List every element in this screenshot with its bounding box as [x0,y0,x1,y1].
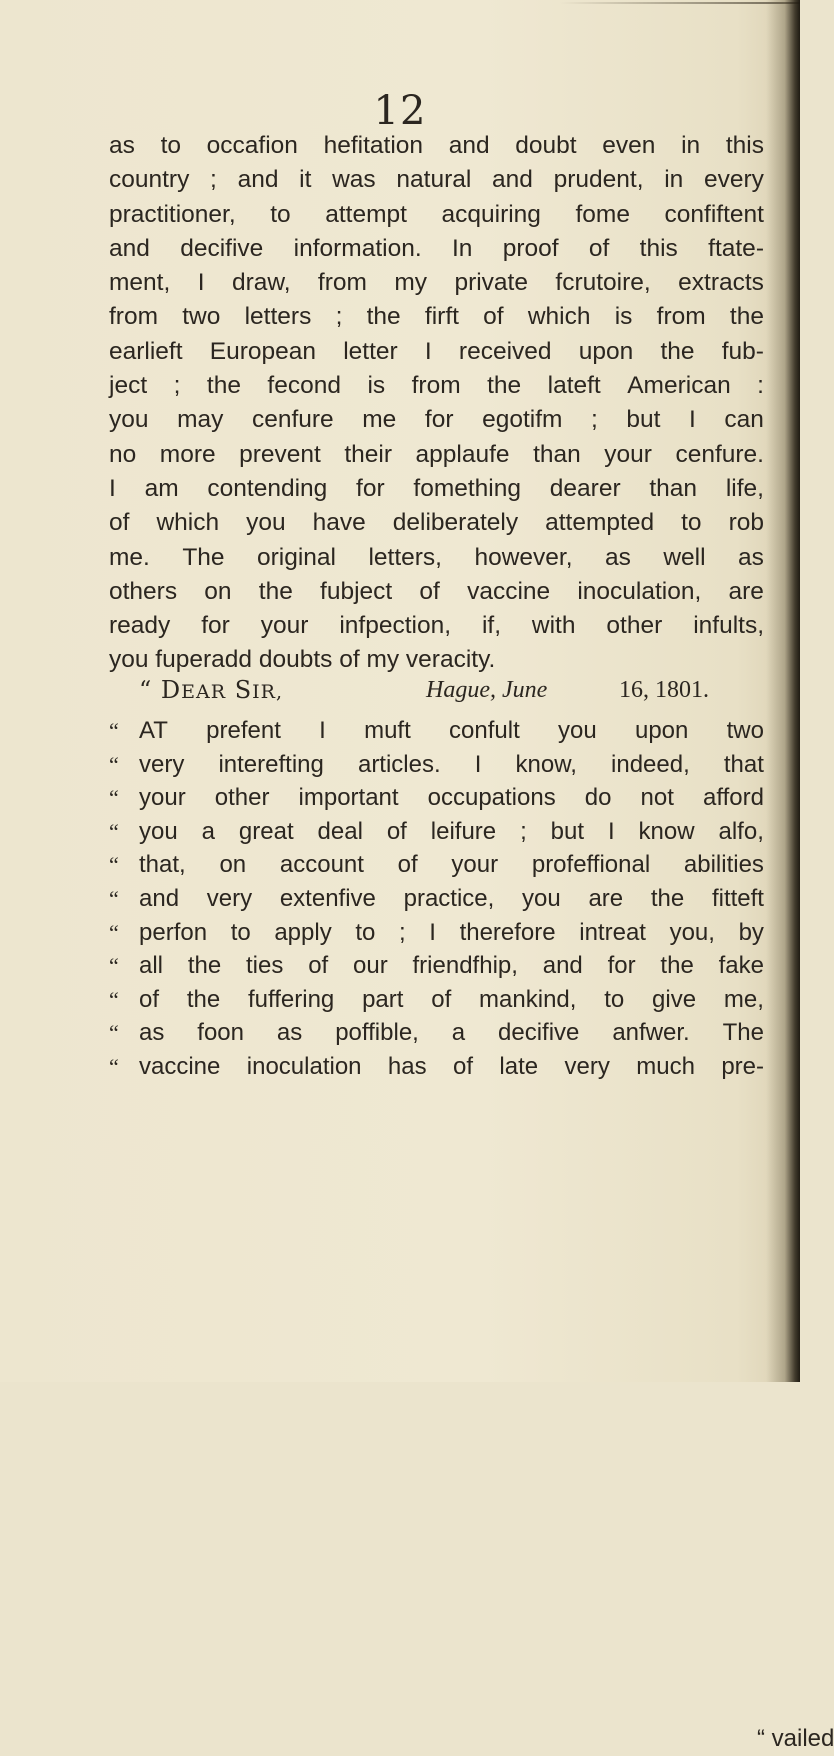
quote-mark: “ [109,751,119,777]
paragraph-line: of which you have deliberately attempted to rob [109,509,764,537]
letter-line [109,882,764,916]
letter-line-text: all the ties of our friendfhip, and for the fake [139,952,764,980]
letter-salutation [139,672,283,710]
letter-line [109,714,764,748]
salutation-quote: “ [139,676,153,704]
binding-shadow [766,0,800,1382]
paragraph-line: ject ; the fecond is from the lateft American : [109,372,764,400]
letter-line [109,1016,764,1050]
letter-date: 16, 1801. [619,677,709,703]
letter-line [109,781,764,815]
letter-place: Hague, June [426,677,548,703]
letter-line-text: perfon to apply to ; I therefore intreat you, by [139,918,764,946]
paragraph-line: from two letters ; the firft of which is from the [109,303,764,331]
letter-line [109,848,764,882]
letter-line-text: of the fuffering part of mankind, to give me, [139,985,764,1013]
paragraph-line: practitioner, to attempt acquiring fome confiftent [109,200,764,228]
letter-line-text: that, on account of your profeffional abilities [139,851,764,879]
paragraph-line: ment, I draw, from my private fcrutoire, extracts [109,269,764,297]
quote-mark: “ [109,919,119,945]
letter-line [109,748,764,782]
salutation-ear: EAR [181,681,227,703]
page-number: 12 [373,88,427,134]
paragraph-line: as to occafion hefitation and doubt even in this [109,132,764,159]
body-paragraph [109,129,764,678]
letter-line [109,916,764,950]
quote-mark: “ [109,885,119,911]
letter-line [109,1084,834,1752]
paragraph-line: you may cenfure me for egotifm ; but I can [109,406,764,434]
paragraph-line: ready for your infpection, if, with other infults, [109,612,764,640]
letter-line-text: you a great deal of leifure ; but I know alfo, [139,817,764,845]
quote-mark: “ [109,1053,119,1079]
paragraph-line: I am contending for fomething dearer than life, [109,474,764,502]
letter-body [109,714,834,1752]
letter-line-text: very interefting articles. I know, indeed, that [139,750,764,778]
quote-mark: “ [109,818,119,844]
page-edge-line [560,2,800,4]
paragraph-line: me. The original letters, however, as well as [109,543,764,571]
paragraph-line: no more prevent their applaufe than your cenfure. [109,440,764,468]
letter-heading [109,672,764,708]
quote-mark: “ [109,718,119,743]
quote-mark: “ [109,986,119,1012]
salutation-s: S [234,676,253,704]
letter-line-text: as foon as poffible, a decifive anfwer. The [139,1019,764,1047]
salutation-d: D [160,676,182,704]
letter-line-text: AT prefent I muft confult you upon two [139,717,764,744]
salutation-ir: IR, [252,681,284,703]
quote-mark: “ [109,1020,119,1046]
paragraph-line: earlieft European letter I received upon the fub- [109,337,764,365]
catchword: “ vailed [757,1725,834,1752]
paragraph-line: and decifive information. In proof of this ftate- [109,234,764,262]
quote-mark: “ [109,953,119,979]
quote-mark: “ [109,785,119,811]
quote-mark: “ [109,852,119,878]
letter-line-text: your other important occupations do not afford [139,784,764,812]
paragraph-line: you fuperadd doubts of my veracity. [109,646,496,674]
letter-line-text: vaccine inoculation has of late very much pre- [139,1052,764,1080]
letter-line [109,1050,764,1084]
letter-line [109,949,764,983]
letter-line-text: and very extenfive practice, you are the fitteft [139,884,764,912]
letter-line [109,815,764,849]
paragraph-line: country ; and it was natural and prudent, in every [109,166,764,194]
letter-line [109,983,764,1017]
paragraph-line: others on the fubject of vaccine inoculation, are [109,577,764,605]
